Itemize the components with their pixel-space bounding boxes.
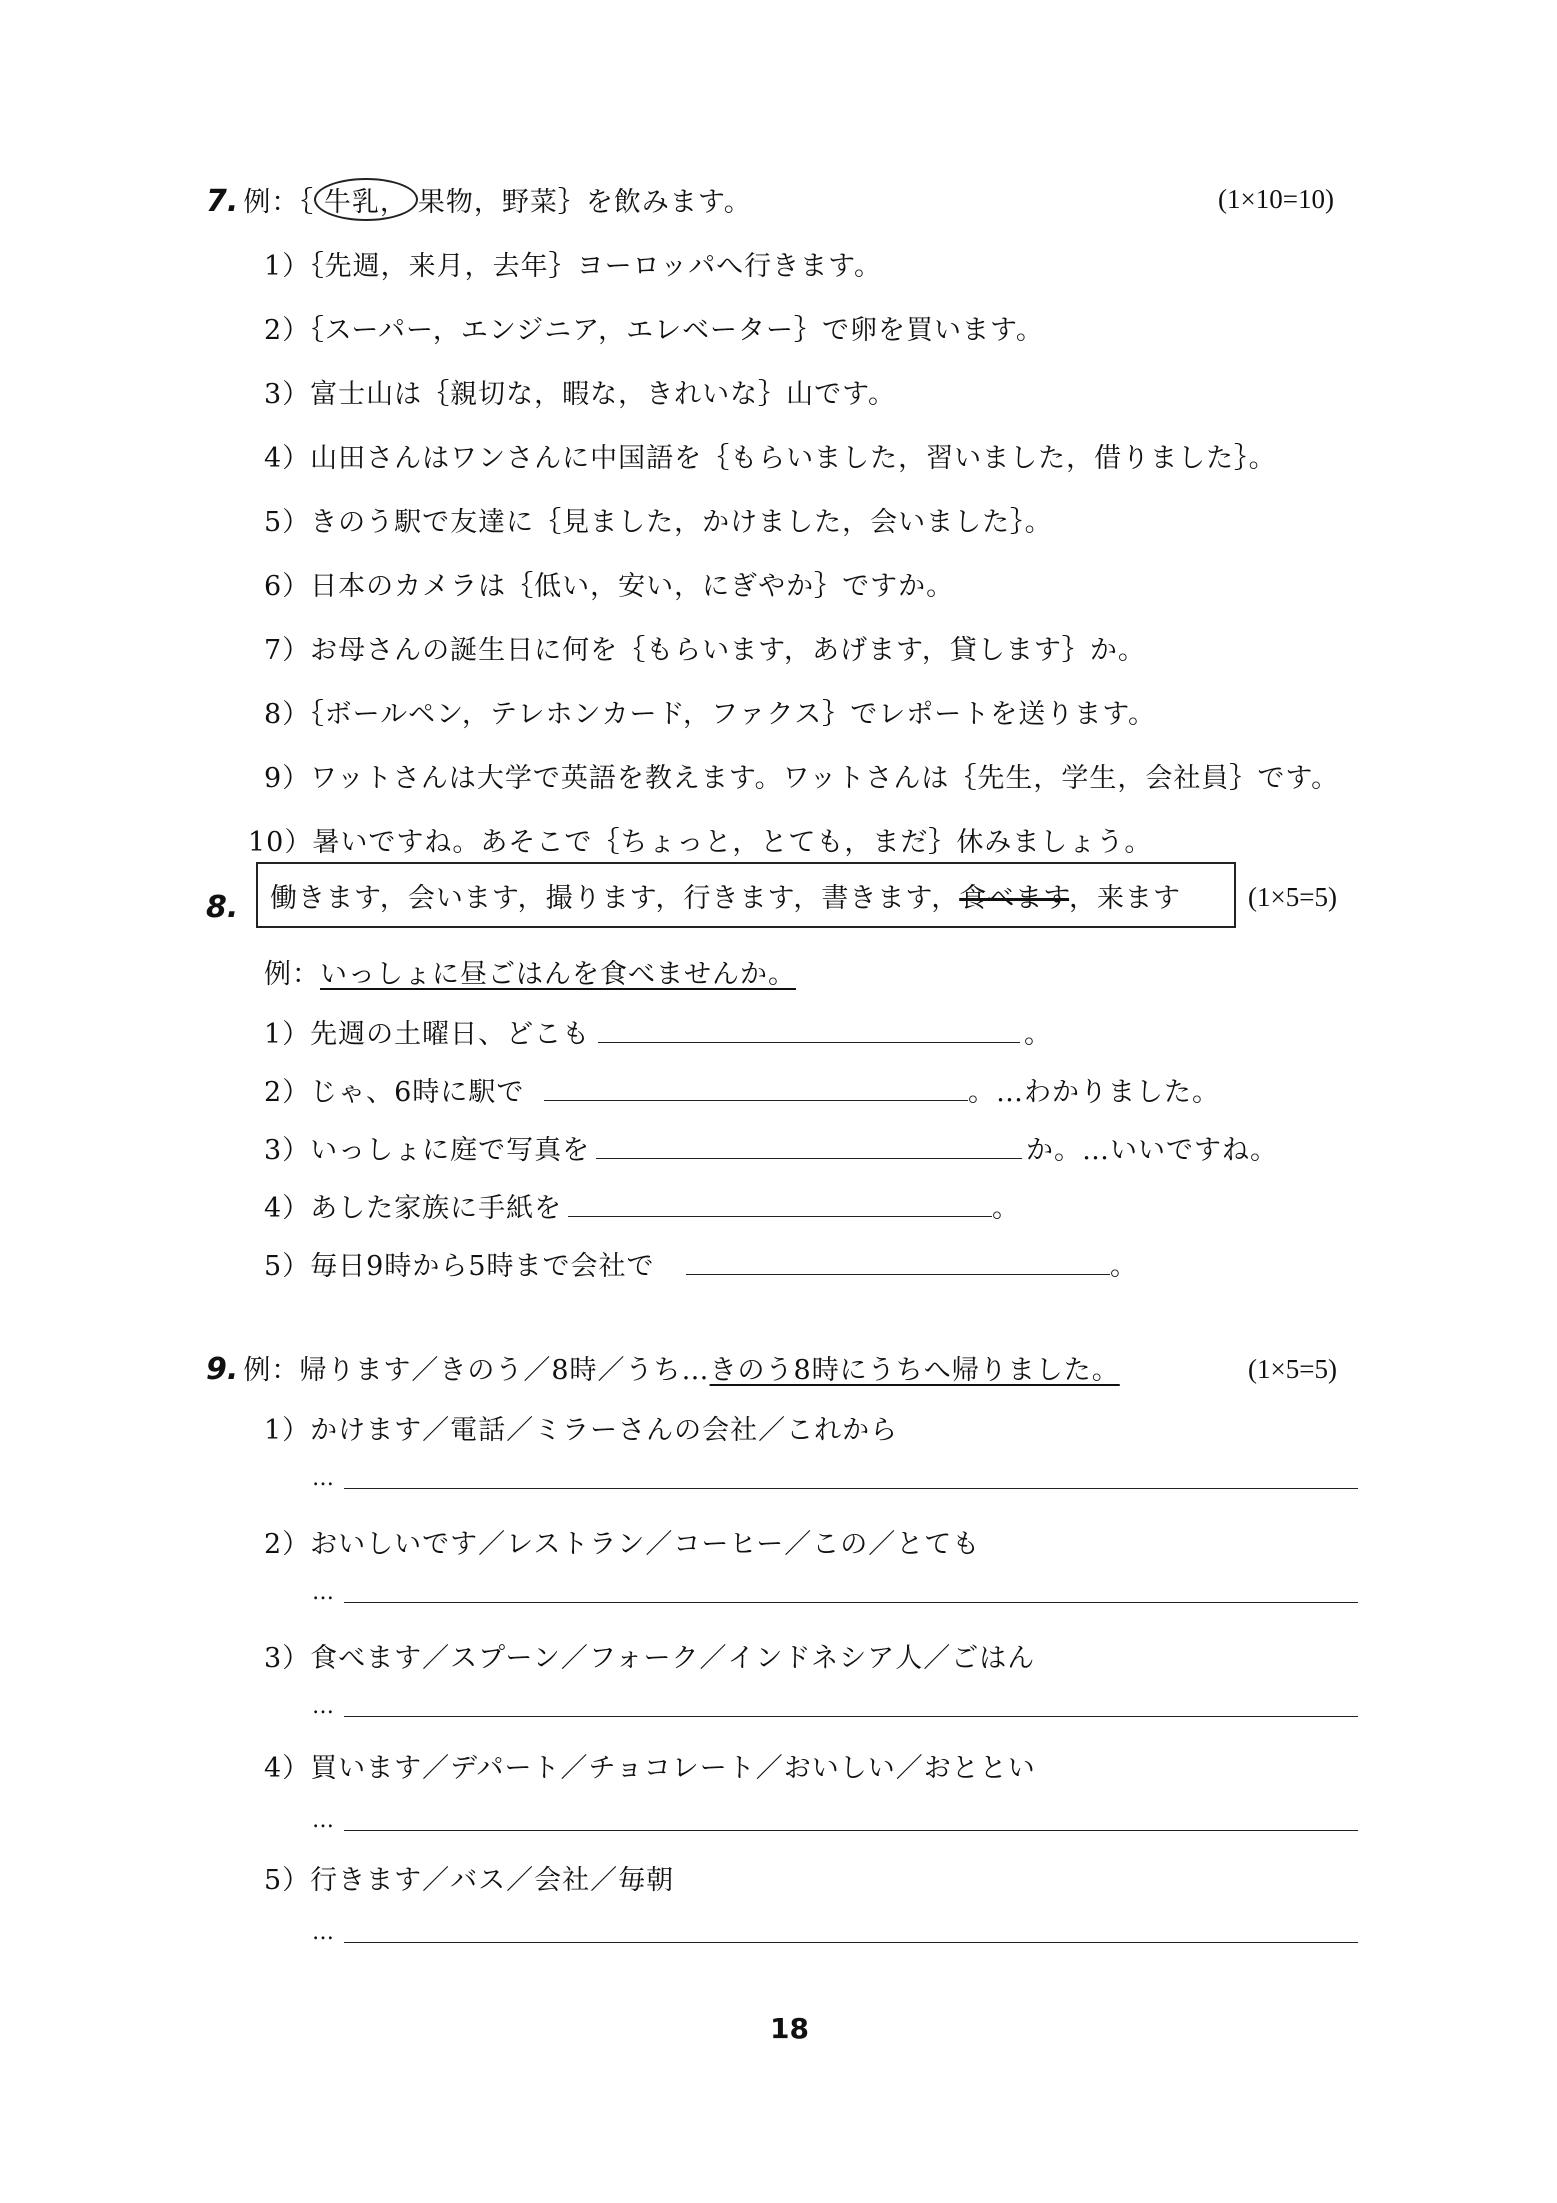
section-7-item-4: 4）山田さんはワンさんに中国語を｛もらいました，習いました，借りました｝。 [264, 443, 1277, 474]
section-9-item-5-answer-prefix: … [312, 1920, 334, 1945]
section-9-score: (1×5=5) [1248, 1354, 1337, 1384]
section-9-example-prompt: 帰ります／きのう／8時／うち… [299, 1355, 710, 1386]
section-8-item-3-blank[interactable] [596, 1158, 1022, 1159]
section-8-item-1-blank[interactable] [598, 1042, 1020, 1043]
section-7-item-3: 3）富士山は｛親切な，暇な，きれいな｝山です。 [264, 379, 897, 410]
section-9-item-1-answer-line[interactable] [344, 1488, 1358, 1489]
section-7-example-brace: ｛ [299, 187, 314, 218]
section-8-item-3-prompt: 3）いっしょに庭で写真を [264, 1135, 591, 1166]
section-9-item-1-answer-prefix: … [312, 1466, 334, 1491]
section-7-item-8: 8）｛ボールペン，テレホンカード，ファクス｝でレポートを送ります。 [264, 699, 1157, 730]
section-8-item-4-end: 。 [992, 1193, 1020, 1224]
section-8-score: (1×5=5) [1248, 882, 1337, 912]
section-7-example-rest: 果物，野菜｝を飲みます。 [417, 187, 752, 218]
section-8-item-1-end: 。 [1024, 1019, 1052, 1050]
section-8-struck-word: 食べます [959, 883, 1070, 914]
page-number: 18 [770, 2012, 809, 2045]
section-8-item-1-prompt: 1）先週の土曜日、どこも [264, 1019, 591, 1050]
section-8-last-word: ，来ます [1069, 883, 1182, 914]
section-8-item-5-prompt: 5）毎日9時から5時まで会社で [264, 1251, 655, 1282]
section-9-item-4: 4）買います／デパート／チョコレート／おいしい／おととい [264, 1753, 1036, 1784]
section-8-example-label: 例： [264, 959, 320, 990]
section-9-example-label: 例： [243, 1355, 300, 1386]
section-9-item-4-answer-prefix: … [312, 1808, 334, 1833]
section-7-score: (1×10=10) [1218, 184, 1334, 214]
section-9-item-3: 3）食べます／スプーン／フォーク／インドネシア人／ごはん [264, 1643, 1036, 1674]
section-8-item-2-end: 。…わかりました。 [968, 1077, 1220, 1108]
section-9-example-answer: きのう8時にうちへ帰りました。 [709, 1355, 1120, 1386]
section-9-item-4-answer-line[interactable] [344, 1830, 1358, 1831]
section-9-item-3-answer-prefix: … [312, 1694, 334, 1719]
section-7-item-2: 2）｛スーパー，エンジニア，エレベーター｝で卵を買います。 [264, 315, 1044, 346]
section-8-number: 8. [206, 890, 239, 925]
section-9-item-5: 5）行きます／バス／会社／毎朝 [264, 1865, 675, 1896]
section-8-word-list [270, 876, 1181, 915]
section-8-item-4-blank[interactable] [568, 1216, 992, 1217]
section-8-item-2-prompt: 2）じゃ、6時に駅で [264, 1077, 525, 1108]
section-7-item-10: 10）暑いですね。あそこで｛ちょっと，とても，まだ｝休みましょう。 [248, 827, 1153, 858]
section-9-item-1: 1）かけます／電話／ミラーさんの会社／これから [264, 1415, 899, 1446]
section-8-words: 働きます，会います，撮ります，行きます，書きます， [270, 883, 960, 914]
section-7-item-6: 6）日本のカメラは｛低い，安い，にぎやか｝ですか。 [264, 571, 955, 602]
section-9-number: 9. [206, 1352, 239, 1387]
section-9-item-3-answer-line[interactable] [344, 1716, 1358, 1717]
section-7-item-1: 1）｛先週，来月，去年｝ヨーロッパへ行きます。 [264, 251, 882, 282]
section-9-item-2: 2）おいしいです／レストラン／コーヒー／この／とても [264, 1529, 981, 1560]
section-9-header [206, 1348, 1120, 1387]
section-7-header [206, 178, 752, 221]
section-8-example [264, 952, 796, 991]
section-7-item-5: 5）きのう駅で友達に｛見ました，かけました，会いました｝。 [264, 507, 1053, 538]
section-7-item-9: 9）ワットさんは大学で英語を教えます。ワットさんは｛先生，学生，会社員｝です。 [264, 763, 1340, 794]
section-9-item-2-answer-line[interactable] [344, 1602, 1358, 1603]
section-9-item-5-answer-line[interactable] [344, 1942, 1358, 1943]
section-8-item-5-end: 。 [1110, 1251, 1138, 1282]
section-8-item-5-blank[interactable] [686, 1274, 1110, 1275]
section-8-example-sentence: いっしょに昼ごはんを食べませんか。 [320, 959, 796, 990]
section-7-example-circled-answer: 牛乳， [314, 178, 418, 221]
section-7-number: 7. [206, 184, 239, 219]
section-8-item-3-end: か。…いいですね。 [1026, 1135, 1278, 1166]
section-8-item-2-blank[interactable] [544, 1100, 968, 1101]
section-8-item-4-prompt: 4）あした家族に手紙を [264, 1193, 563, 1224]
section-9-item-2-answer-prefix: … [312, 1580, 334, 1605]
section-7-example-label: 例： [243, 187, 300, 218]
section-7-item-7: 7）お母さんの誕生日に何を｛もらいます，あげます，貸します｝か。 [264, 635, 1146, 666]
